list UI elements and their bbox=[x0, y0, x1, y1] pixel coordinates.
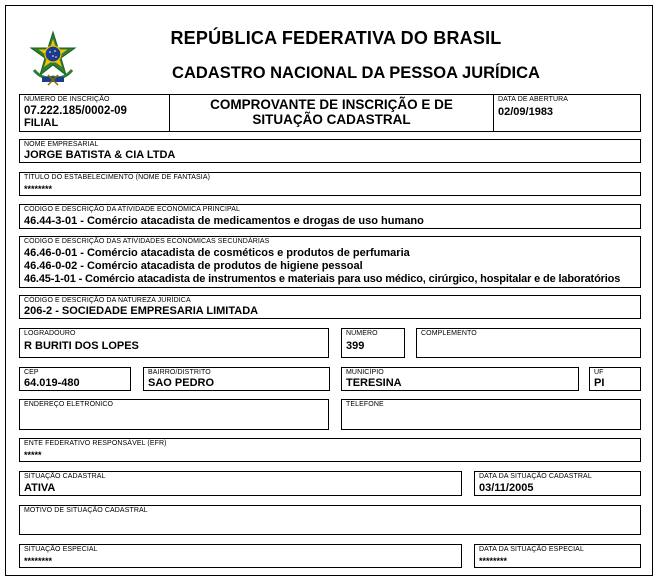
natureza-juridica-value: 206-2 - SOCIEDADE EMPRESARIA LIMITADA bbox=[24, 305, 259, 317]
efr-field bbox=[19, 438, 641, 462]
comprovante-title-box bbox=[169, 94, 494, 132]
data-situacao-especial-label: DATA DA SITUAÇÃO ESPECIAL bbox=[479, 546, 584, 553]
document-subtitle: CADASTRO NACIONAL DA PESSOA JURÍDICA bbox=[172, 64, 540, 82]
fantasia-value: ******** bbox=[24, 184, 53, 194]
efr-label: ENTE FEDERATIVO RESPONSÁVEL (EFR) bbox=[24, 440, 167, 447]
uf-value: PI bbox=[594, 377, 605, 389]
email-field bbox=[19, 399, 329, 430]
fantasia-field bbox=[19, 172, 641, 196]
situacao-cadastral-label: SITUAÇÃO CADASTRAL bbox=[24, 473, 106, 480]
complemento-field bbox=[416, 328, 641, 358]
motivo-label: MOTIVO DE SITUAÇÃO CADASTRAL bbox=[24, 507, 148, 514]
efr-value: ***** bbox=[24, 450, 42, 460]
atividade-principal-label: CÓDIGO E DESCRIÇÃO DA ATIVIDADE ECONÔMICA PRINCIPAL bbox=[24, 206, 241, 213]
document-frame bbox=[5, 5, 653, 576]
numero-label: NÚMERO bbox=[346, 330, 378, 337]
data-situacao-especial-field bbox=[474, 544, 641, 568]
data-situacao-especial-value: ******** bbox=[479, 556, 508, 566]
nome-empresarial-label: NOME EMPRESARIAL bbox=[24, 141, 99, 148]
inscricao-number: 07.222.185/0002-09 bbox=[24, 105, 127, 117]
inscricao-type: FILIAL bbox=[24, 117, 59, 129]
bairro-value: SAO PEDRO bbox=[148, 377, 215, 389]
situacao-cadastral-field bbox=[19, 471, 462, 496]
telefone-label: TELEFONE bbox=[346, 401, 384, 408]
situacao-especial-label: SITUAÇÃO ESPECIAL bbox=[24, 546, 98, 553]
situacao-especial-value: ******** bbox=[24, 556, 53, 566]
natureza-juridica-label: CÓDIGO E DESCRIÇÃO DA NATUREZA JURÍDICA bbox=[24, 297, 191, 304]
bairro-field bbox=[143, 367, 330, 391]
data-situacao-field bbox=[474, 471, 641, 496]
cep-value: 64.019-480 bbox=[24, 377, 80, 389]
motivo-field bbox=[19, 505, 641, 535]
atividade-principal-value: 46.44-3-01 - Comércio atacadista de medicamentos e drogas de uso humano bbox=[24, 215, 424, 227]
inscricao-field bbox=[19, 94, 170, 132]
abertura-field bbox=[493, 94, 641, 132]
inscricao-label: NÚMERO DE INSCRIÇÃO bbox=[24, 96, 110, 103]
logradouro-label: LOGRADOURO bbox=[24, 330, 76, 337]
natureza-juridica-field bbox=[19, 295, 641, 319]
situacao-especial-field bbox=[19, 544, 462, 568]
cep-field bbox=[19, 367, 131, 391]
atividade-secundaria-item: 46.45-1-01 - Comércio atacadista de instrumentos e materiais para uso médico, cirúrgico, hospitalar e de laboratórios bbox=[24, 273, 621, 285]
cep-label: CEP bbox=[24, 369, 39, 376]
data-situacao-value: 03/11/2005 bbox=[479, 482, 534, 494]
uf-label: UF bbox=[594, 369, 604, 376]
logradouro-field bbox=[19, 328, 329, 358]
atividade-principal-field bbox=[19, 204, 641, 229]
numero-value: 399 bbox=[346, 340, 365, 352]
abertura-label: DATA DE ABERTURA bbox=[498, 96, 569, 103]
fantasia-label: TÍTULO DO ESTABELECIMENTO (NOME DE FANTASIA) bbox=[24, 174, 211, 181]
municipio-value: TERESINA bbox=[346, 377, 402, 389]
data-situacao-label: DATA DA SITUAÇÃO CADASTRAL bbox=[479, 473, 592, 480]
bairro-label: BAIRRO/DISTRITO bbox=[148, 369, 211, 376]
atividades-secundarias-label: CÓDIGO E DESCRIÇÃO DAS ATIVIDADES ECONÔMICAS SECUNDÁRIAS bbox=[24, 238, 270, 245]
atividade-secundaria-item: 46.46-0-01 - Comércio atacadista de cosméticos e produtos de perfumaria bbox=[24, 247, 410, 259]
document-title: REPÚBLICA FEDERATIVA DO BRASIL bbox=[170, 28, 502, 48]
atividade-secundaria-item: 46.46-0-02 - Comércio atacadista de produtos de higiene pessoal bbox=[24, 260, 363, 272]
nome-empresarial-value: JORGE BATISTA & CIA LTDA bbox=[24, 149, 176, 161]
email-label: ENDEREÇO ELETRÔNICO bbox=[24, 401, 114, 408]
logradouro-value: R BURITI DOS LOPES bbox=[24, 340, 139, 352]
atividades-secundarias-field bbox=[19, 236, 641, 288]
municipio-label: MUNICÍPIO bbox=[346, 369, 384, 376]
comprovante-title-line1: COMPROVANTE DE INSCRIÇÃO E DE bbox=[210, 97, 453, 112]
coat-of-arms-emblem bbox=[28, 30, 78, 86]
telefone-field bbox=[341, 399, 641, 430]
numero-field bbox=[341, 328, 405, 358]
situacao-cadastral-value: ATIVA bbox=[24, 482, 56, 494]
nome-empresarial-field bbox=[19, 139, 641, 163]
comprovante-title-line2: SITUAÇÃO CADASTRAL bbox=[252, 112, 411, 127]
abertura-value: 02/09/1983 bbox=[498, 106, 554, 118]
uf-field bbox=[589, 367, 641, 391]
municipio-field bbox=[341, 367, 579, 391]
complemento-label: COMPLEMENTO bbox=[421, 330, 477, 337]
